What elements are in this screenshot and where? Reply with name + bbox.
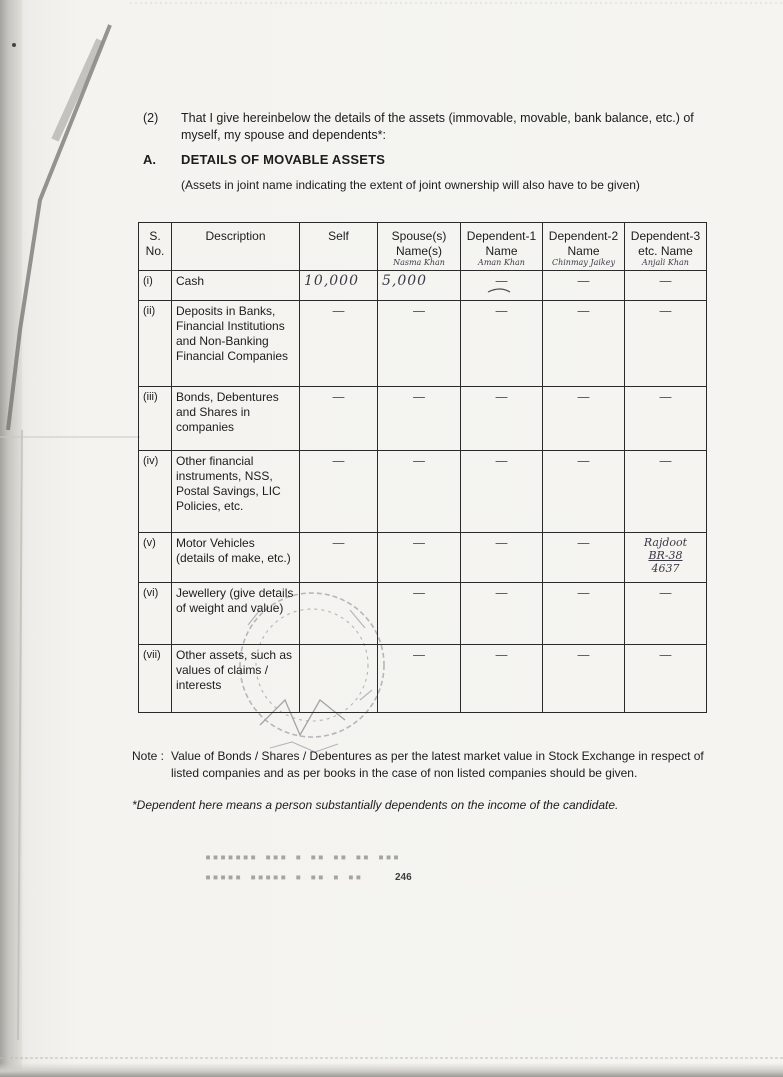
table-row [139, 533, 707, 583]
dash-mark: — [332, 304, 345, 319]
cell-dep2 [543, 533, 625, 583]
row-description: Jewellery (give details of weight and value) [172, 583, 300, 645]
row-description: Other assets, such as values of claims / interests [172, 645, 300, 713]
dash-mark: — [495, 648, 508, 663]
dash-mark: — [659, 274, 672, 289]
table-row [139, 583, 707, 645]
dash-mark: — [412, 304, 426, 319]
cell-dep1 [461, 387, 543, 451]
paragraph-text: That I give hereinbelow the details of the assets (immovable, movable, bank balance, etc.) of myself, my spouse and dependents*: [181, 111, 694, 142]
table-row [139, 645, 707, 713]
dash-mark: — [412, 536, 426, 551]
dash-mark: — [495, 390, 508, 405]
dash-mark: — [495, 536, 508, 551]
cell-dep2 [543, 645, 625, 713]
note-label: Note : [132, 749, 165, 763]
dash-mark: — [577, 390, 590, 405]
page-number: 246 [395, 872, 412, 883]
header-dependent-1 [461, 223, 543, 271]
dash-mark: — [659, 454, 672, 469]
dash-mark: — [577, 648, 590, 663]
cell-spouse [378, 583, 461, 645]
row-description: Bonds, Debentures and Shares in companies [172, 387, 300, 451]
cell-dep2 [543, 387, 625, 451]
header-spouse-sub: Name(s) [395, 244, 442, 258]
table-header-row [139, 223, 707, 271]
section-note: (Assets in joint name indicating the extent of joint ownership will also have to be given) [181, 178, 640, 192]
dash-mark: — [577, 304, 590, 319]
dash-mark: — [332, 454, 345, 469]
dependent-footnote: *Dependent here means a person substantially dependents on the income of the candidate. [132, 798, 619, 812]
cell-dep2 [543, 271, 625, 301]
cell-dep1 [461, 583, 543, 645]
dep3-name-handwritten: Anjali Khan [642, 258, 689, 267]
cell-self [300, 533, 378, 583]
row-number: (vii) [139, 645, 172, 713]
paragraph-number: (2) [143, 111, 159, 125]
header-dependent-2 [543, 223, 625, 271]
table-row [139, 387, 707, 451]
cell-dep1 [461, 533, 543, 583]
cell-dep1 [461, 271, 543, 301]
cell-spouse [378, 451, 461, 533]
scan-bottom-edge [0, 1063, 783, 1077]
cell-spouse [378, 645, 461, 713]
cash-self-value: 10,000 [304, 273, 359, 289]
dep2-name-handwritten: Chinmay Jaikey [551, 258, 616, 267]
cell-spouse [378, 301, 461, 387]
cell-self [300, 387, 378, 451]
cell-dep3 [625, 301, 707, 387]
row-number: (vi) [139, 583, 172, 645]
cell-self [300, 451, 378, 533]
dash-mark: — [495, 586, 508, 601]
row-number: (iv) [139, 451, 172, 533]
section-letter: A. [143, 152, 156, 167]
cell-dep3 [625, 271, 707, 301]
row-description: Motor Vehicles (details of make, etc.) [172, 533, 300, 583]
cell-dep3 [625, 645, 707, 713]
movable-assets-table [138, 222, 707, 713]
dash-mark: — [577, 586, 590, 601]
dash-mark: — [659, 304, 672, 319]
header-description: Description [172, 223, 300, 271]
cell-spouse [378, 271, 461, 301]
row-number: (iii) [139, 387, 172, 451]
row-number: (i) [139, 271, 172, 301]
cell-dep1 [461, 301, 543, 387]
faded-bleedthrough-text: ▪▪▪▪▪▪▪ ▪▪▪ ▪ ▪▪ ▪▪ ▪▪ ▪▪▪ [205, 852, 401, 863]
dash-mark: — [495, 454, 508, 469]
cell-dep2 [543, 583, 625, 645]
header-dependent-3 [625, 223, 707, 271]
dash-mark: — [577, 454, 590, 469]
dash-mark: — [412, 648, 426, 663]
row-description: Deposits in Banks, Financial Institutions and Non-Banking Financial Companies [172, 301, 300, 387]
cell-dep1 [461, 645, 543, 713]
header-dep3-sub: etc. Name [638, 244, 693, 258]
cell-dep3 [625, 583, 707, 645]
header-self: Self [300, 223, 378, 271]
table-row [139, 451, 707, 533]
dash-mark: — [495, 274, 508, 289]
dash-mark: — [659, 586, 672, 601]
faded-bleedthrough-text: ▪▪▪▪▪ ▪▪▪▪▪ ▪ ▪▪ ▪ ▪▪ [205, 872, 363, 883]
cell-spouse [378, 533, 461, 583]
table-row [139, 271, 707, 301]
dash-mark: — [412, 586, 426, 601]
dash-mark: — [332, 390, 345, 405]
row-number: (v) [139, 533, 172, 583]
dash-mark: — [412, 454, 426, 469]
note-text: Value of Bonds / Shares / Debentures as per the latest market value in Stock Exchange in respect of listed companies and as per books in the case of non listed companies should be given. [171, 749, 704, 780]
header-dep1-sub: Name [485, 244, 518, 258]
cell-self [300, 583, 378, 645]
cell-spouse [378, 387, 461, 451]
cell-self [300, 271, 378, 301]
cell-dep2 [543, 301, 625, 387]
header-dep3-label: Dependent-3 [630, 229, 701, 243]
cell-self [300, 645, 378, 713]
dep1-name-handwritten: Aman Khan [478, 258, 525, 267]
dash-mark: — [577, 274, 590, 289]
row-description: Other financial instruments, NSS, Postal Savings, LIC Policies, etc. [172, 451, 300, 533]
cell-dep3 [625, 451, 707, 533]
header-sno: S. No. [139, 223, 172, 271]
row-description: Cash [172, 271, 300, 301]
dash-mark: — [659, 648, 672, 663]
cell-dep3 [625, 387, 707, 451]
dash-mark: — [495, 304, 508, 319]
cell-dep1 [461, 451, 543, 533]
vehicle-registration: BR-38 [648, 549, 683, 562]
header-dep1-label: Dependent-1 [466, 229, 537, 243]
cash-spouse-value: 5,000 [382, 273, 428, 289]
dash-mark: — [577, 536, 590, 551]
cell-dep2 [543, 451, 625, 533]
header-dep2-label: Dependent-2 [548, 229, 619, 243]
dash-mark: — [659, 390, 672, 405]
dash-mark: — [332, 536, 345, 551]
header-spouse [378, 223, 461, 271]
vehicle-make: Rajdoot [643, 536, 688, 549]
cell-self [300, 301, 378, 387]
section-title: DETAILS OF MOVABLE ASSETS [181, 152, 386, 167]
row-number: (ii) [139, 301, 172, 387]
cell-dep3-vehicle [625, 533, 707, 583]
dash-mark: — [412, 390, 426, 405]
table-row [139, 301, 707, 387]
vehicle-number: 4637 [651, 562, 680, 575]
header-dep2-sub: Name [567, 244, 600, 258]
spouse-name-handwritten: Nasma Khan [393, 258, 445, 267]
header-spouse-label: Spouse(s) [391, 229, 447, 243]
